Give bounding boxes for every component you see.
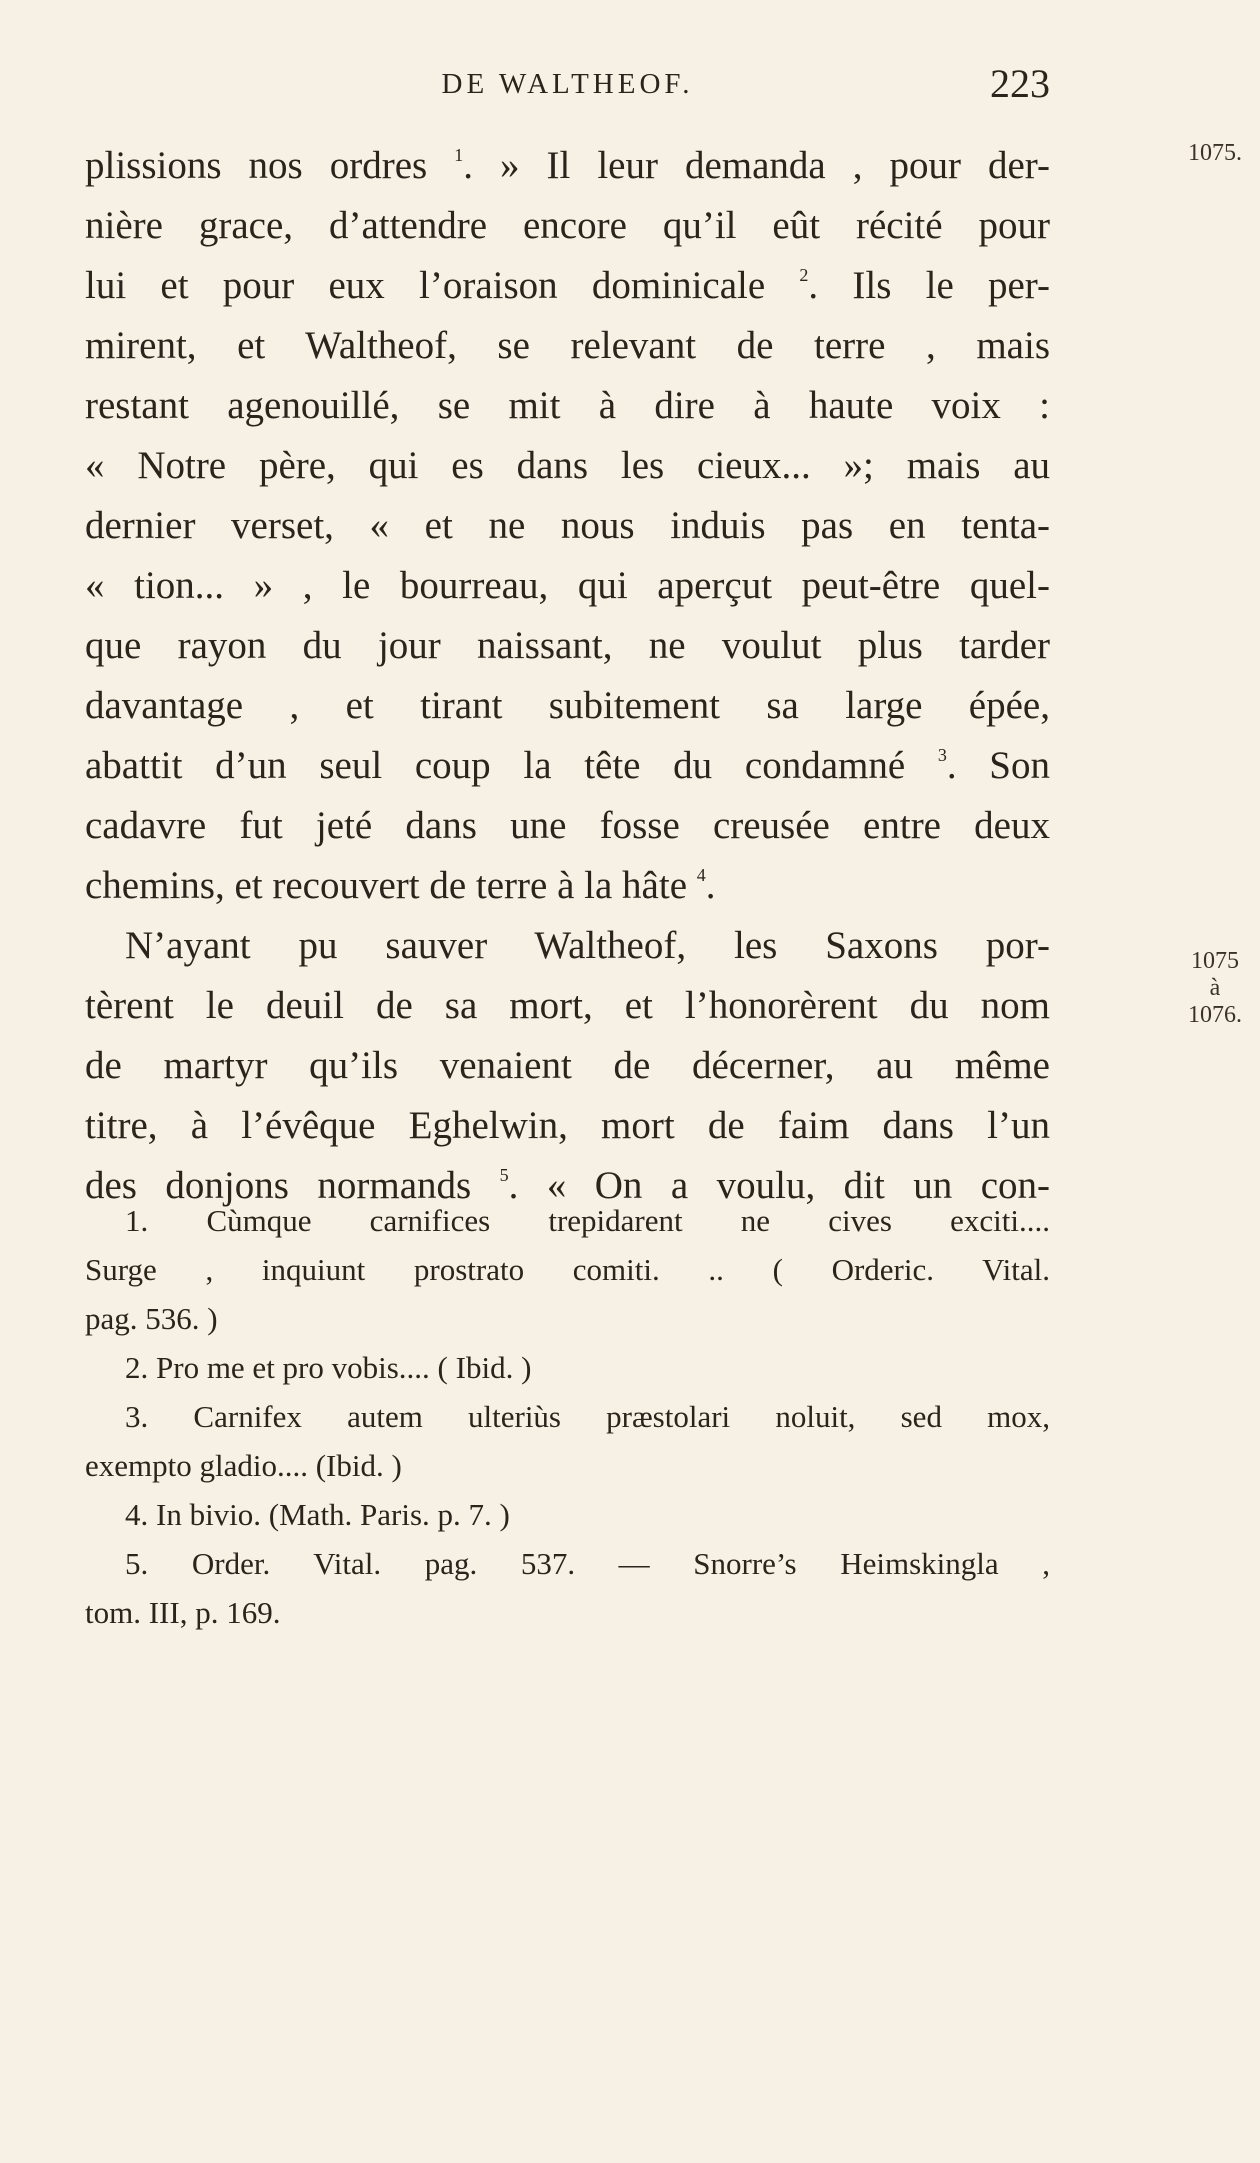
running-title: DE WALTHEOF. [441,68,694,100]
text-line: davantage , et tirant subitement sa large épée, [85,684,1050,727]
text-line: abattit d’un seul coup la tête du condamné $^3$. Son [85,744,1050,787]
text-line: N’ayant pu sauver Waltheof, les Saxons por- [125,924,1050,967]
text-line: nière grace, d’attendre encore qu’il eût récité pour [85,204,1050,247]
footnote-line: 4. In bivio. (Math. Paris. p. 7. ) [125,1497,510,1532]
footnote-ref: 4 [696,865,706,885]
footnotes [85,1196,1050,1637]
margin-date-sep: à [1209,975,1221,1001]
text-line: titre, à l’évêque Eghelwin, mort de faim dans l’un [85,1104,1050,1147]
margin-date-from: 1075 [1191,948,1239,974]
text-line: des donjons normands $^5$. « On a voulu, dit un con- [85,1164,1051,1207]
text-line: plissions nos ordres $^1$. » Il leur demanda , pour der- [85,144,1050,187]
footnote-line: Surge , inquiunt prostrato comiti. .. ( Orderic. Vital. [85,1252,1050,1287]
text-line: chemins, et recouvert de terre à la hâte $^4$. [85,864,716,907]
footnote-ref: 2 [799,265,809,285]
footnote-line: pag. 536. ) [85,1301,218,1336]
footnote-line: 5. Order. Vital. pag. 537. — Snorre’s Heimskingla , [125,1546,1050,1581]
footnote-ref: 1 [454,145,464,165]
text-line: dernier verset, « et ne nous induis pas en tenta- [85,504,1050,547]
text-line: restant agenouillé, se mit à dire à haute voix : [85,384,1050,427]
text-line: « Notre père, qui es dans les cieux... »; mais au [85,444,1050,487]
page-number: 223 [990,61,1050,106]
footnote-line: tom. III, p. 169. [85,1595,281,1630]
footnote-line: 2. Pro me et pro vobis.... ( Ibid. ) [125,1350,532,1385]
page-header [85,60,1050,110]
text-line: de martyr qu’ils venaient de décerner, au même [85,1044,1050,1087]
text-line: cadavre fut jeté dans une fosse creusée entre deux [85,804,1050,847]
text-line: mirent, et Waltheof, se relevant de terre , mais [85,324,1050,367]
margin-date-range [1175,948,1255,1029]
text-line: « tion... » , le bourreau, qui aperçut peut-être quel- [85,564,1050,607]
footnote-ref: 5 [499,1165,509,1185]
text-line: que rayon du jour naissant, ne voulut plus tarder [85,624,1050,667]
footnote-line: 1. Cùmque carnifices trepidarent ne cives exciti.... [125,1203,1050,1238]
footnote-line: 3. Carnifex autem ulteriùs præstolari noluit, sed mox, [125,1399,1050,1434]
footnote-line: exempto gladio.... (Ibid. ) [85,1448,402,1483]
main-text [85,136,1050,1216]
margin-date-note: 1075. [1188,140,1242,166]
footnote-ref: 3 [937,745,947,765]
text-line: lui et pour eux l’oraison dominicale $^2$. Ils le per- [85,264,1050,307]
text-line: tèrent le deuil de sa mort, et l’honorèrent du nom [85,984,1050,1027]
margin-date-to: 1076. [1188,1002,1242,1028]
